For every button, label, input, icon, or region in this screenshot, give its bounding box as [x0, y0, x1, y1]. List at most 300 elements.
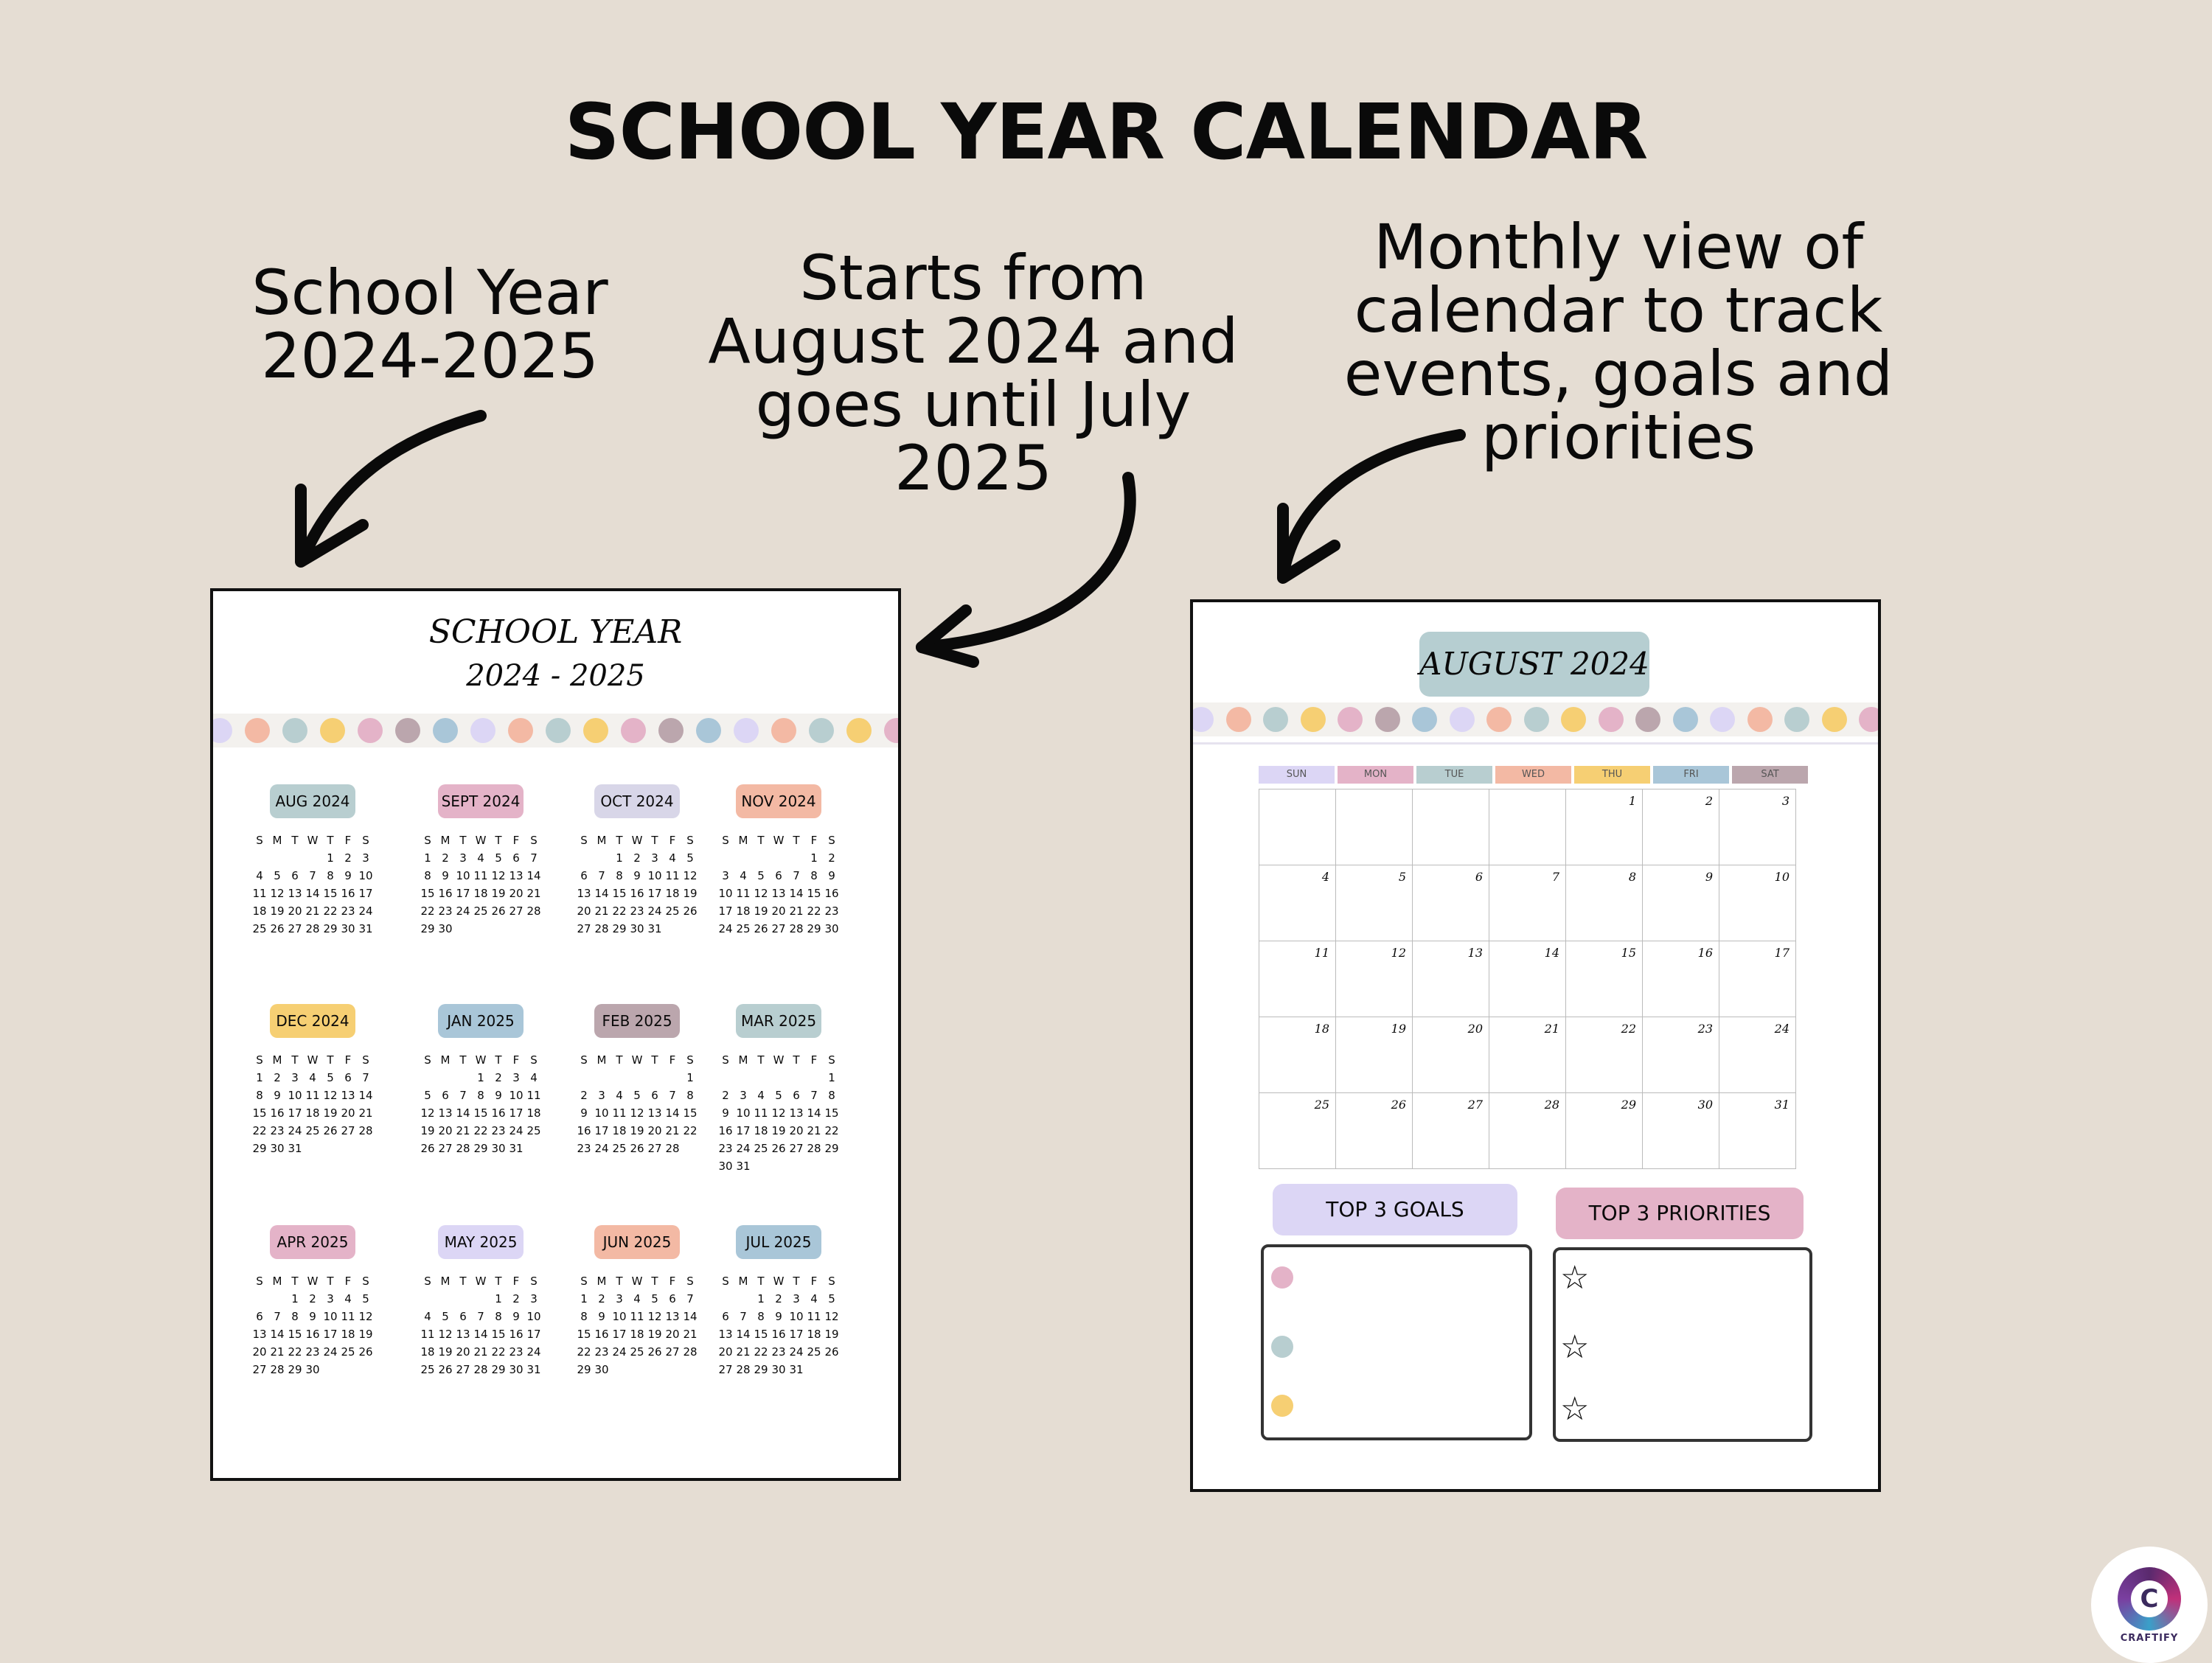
day-number: 20: [647, 1124, 662, 1137]
day-number: 13: [789, 1106, 804, 1120]
day-number: 11: [665, 869, 680, 882]
arrow-left: [302, 416, 481, 560]
day-number: 18: [736, 904, 751, 918]
day-number: 11: [526, 1089, 541, 1102]
day-number: 23: [577, 1142, 591, 1155]
dot: [846, 718, 872, 743]
monthly-view-sheet: [1190, 599, 1881, 1492]
goal-bullet: [1271, 1395, 1293, 1417]
day-number: 5: [633, 1089, 641, 1102]
day-number: 2: [775, 1292, 782, 1305]
week-row: [1259, 941, 1796, 1017]
day-cell[interactable]: 7: [1489, 865, 1566, 941]
day-number: 24: [456, 904, 470, 918]
dot: [1784, 707, 1809, 732]
weekday-letter: S: [828, 834, 835, 847]
mini-calendar-label: AUG 2024: [270, 784, 355, 818]
day-number: 29: [824, 1142, 839, 1155]
day-number: 25: [420, 1363, 435, 1376]
day-number: 31: [789, 1363, 804, 1376]
day-number: 14: [526, 869, 541, 882]
day-number: 3: [362, 851, 369, 865]
weekday-letter: S: [580, 834, 588, 847]
day-number: 9: [344, 869, 352, 882]
day-number: 15: [577, 1328, 591, 1341]
day-number: 8: [291, 1310, 299, 1323]
day-number: [437, 1290, 454, 1308]
day-number: 26: [358, 1345, 373, 1359]
weekday-letter: M: [738, 834, 748, 847]
day-number: [454, 920, 472, 938]
day-number: 7: [477, 1310, 484, 1323]
day-number: 18: [341, 1328, 355, 1341]
day-number: [286, 849, 304, 867]
day-cell[interactable]: 2: [1643, 789, 1719, 865]
day-number: 11: [736, 887, 751, 900]
day-cell[interactable]: 13: [1413, 941, 1489, 1017]
day-number: 20: [789, 1124, 804, 1137]
weekday-letter: S: [686, 1053, 694, 1067]
day-number: 16: [594, 1328, 609, 1341]
star-icon: ☆: [1560, 1390, 1590, 1428]
day-number: 10: [789, 1310, 804, 1323]
day-number: 22: [824, 1124, 839, 1137]
day-cell[interactable]: 31: [1719, 1093, 1796, 1169]
day-number: 30: [438, 922, 453, 935]
day-number: [717, 849, 734, 867]
day-number: 15: [683, 1106, 698, 1120]
day-number: 21: [683, 1328, 698, 1341]
day-cell[interactable]: 5: [1336, 865, 1413, 941]
day-number: 21: [358, 1106, 373, 1120]
day-number: 10: [288, 1089, 302, 1102]
day-number: 15: [288, 1328, 302, 1341]
day-number: 27: [456, 1363, 470, 1376]
dot: [1375, 707, 1400, 732]
day-number: 29: [288, 1363, 302, 1376]
day-number: 2: [598, 1292, 605, 1305]
day-number: 25: [612, 1142, 627, 1155]
mini-calendar-grid: [419, 832, 543, 938]
mini-calendar-grid: [575, 1272, 699, 1378]
day-cell[interactable]: 15: [1566, 941, 1643, 1017]
day-cell[interactable]: 16: [1643, 941, 1719, 1017]
day-number: 3: [459, 851, 467, 865]
day-number: 5: [442, 1310, 449, 1323]
day-number: 10: [647, 869, 662, 882]
mini-calendar-grid: [717, 1051, 841, 1175]
day-number: 26: [420, 1142, 435, 1155]
weekday-letter: T: [327, 1275, 334, 1288]
day-number: 23: [270, 1124, 285, 1137]
goals-box[interactable]: [1261, 1244, 1532, 1440]
weekday-letter: S: [722, 1053, 729, 1067]
day-cell[interactable]: 6: [1413, 865, 1489, 941]
day-number: 4: [740, 869, 747, 882]
weekday-letter: W: [631, 1053, 643, 1067]
day-number: 19: [824, 1328, 839, 1341]
day-number: [664, 1069, 681, 1087]
day-number: 16: [577, 1124, 591, 1137]
day-number: 4: [530, 1071, 538, 1084]
brand-name: CRAFTIFY: [2120, 1633, 2179, 1644]
mini-calendar-label: NOV 2024: [736, 784, 821, 818]
day-number: 31: [736, 1160, 751, 1173]
day-number: 6: [669, 1292, 676, 1305]
dot: [771, 718, 796, 743]
weekday-letter: T: [793, 834, 800, 847]
weekday-letter: S: [424, 1053, 431, 1067]
weekday-letter: M: [597, 834, 607, 847]
day-header-thu: THU: [1574, 766, 1650, 784]
day-number: 28: [789, 922, 804, 935]
day-number: 27: [577, 922, 591, 935]
day-number: [611, 1361, 628, 1378]
day-number: 21: [736, 1345, 751, 1359]
day-number: 28: [683, 1345, 698, 1359]
priorities-box[interactable]: [1553, 1247, 1812, 1442]
day-number: [304, 1140, 321, 1157]
day-cell[interactable]: 26: [1336, 1093, 1413, 1169]
day-number: 1: [580, 1292, 588, 1305]
day-cell[interactable]: 8: [1566, 865, 1643, 941]
day-number: [787, 1157, 805, 1175]
day-cell[interactable]: [1259, 789, 1336, 865]
day-number: 28: [594, 922, 609, 935]
day-number: 3: [651, 851, 658, 865]
brand-letter: C: [2140, 1584, 2159, 1614]
month-grid: [1259, 789, 1796, 1169]
mini-calendar-label: APR 2025: [270, 1225, 355, 1259]
day-number: 4: [344, 1292, 352, 1305]
day-cell[interactable]: 1: [1566, 789, 1643, 865]
goals-label: TOP 3 GOALS: [1273, 1184, 1517, 1235]
day-number: 30: [509, 1363, 524, 1376]
day-number: [268, 849, 286, 867]
weekday-letter: W: [631, 834, 643, 847]
day-number: 20: [577, 904, 591, 918]
day-number: 24: [612, 1345, 627, 1359]
day-number: 25: [807, 1345, 821, 1359]
day-number: 8: [810, 869, 818, 882]
day-number: [770, 1157, 787, 1175]
day-number: 4: [669, 851, 676, 865]
day-number: 12: [630, 1106, 644, 1120]
day-number: 12: [438, 1328, 453, 1341]
day-number: 22: [323, 904, 338, 918]
day-number: 7: [810, 1089, 818, 1102]
day-number: 13: [647, 1106, 662, 1120]
day-number: 15: [824, 1106, 839, 1120]
day-number: 22: [252, 1124, 267, 1137]
day-cell[interactable]: 9: [1643, 865, 1719, 941]
day-number: 19: [270, 904, 285, 918]
day-number: 21: [456, 1124, 470, 1137]
weekday-letter: M: [738, 1275, 748, 1288]
day-number: 17: [718, 904, 733, 918]
day-number: 23: [509, 1345, 524, 1359]
weekday-letter: T: [327, 834, 334, 847]
day-number: 7: [669, 1089, 676, 1102]
day-number: 30: [491, 1142, 506, 1155]
weekday-letter: S: [828, 1275, 835, 1288]
day-number: 20: [771, 904, 786, 918]
day-number: 24: [323, 1345, 338, 1359]
day-cell[interactable]: 25: [1259, 1093, 1336, 1169]
callout-school-year: [190, 257, 669, 392]
day-cell[interactable]: 20: [1413, 1017, 1489, 1093]
day-cell[interactable]: 17: [1719, 941, 1796, 1017]
day-number: [268, 1290, 286, 1308]
day-number: 3: [530, 1292, 538, 1305]
day-number: [437, 1069, 454, 1087]
week-row: [1259, 1017, 1796, 1093]
day-number: 16: [771, 1328, 786, 1341]
day-number: 11: [341, 1310, 355, 1323]
day-number: 16: [630, 887, 644, 900]
day-number: 4: [616, 1089, 623, 1102]
weekday-letter: S: [686, 1275, 694, 1288]
dot: [1190, 707, 1214, 732]
day-cell[interactable]: 21: [1489, 1017, 1566, 1093]
day-number: 13: [288, 887, 302, 900]
day-number: 7: [598, 869, 605, 882]
weekday-letter: M: [738, 1053, 748, 1067]
weekday-letter: T: [495, 834, 502, 847]
day-number: 24: [736, 1142, 751, 1155]
day-cell[interactable]: [1413, 789, 1489, 865]
day-header-sat: SAT: [1732, 766, 1808, 784]
day-number: 6: [256, 1310, 263, 1323]
day-number: 25: [252, 922, 267, 935]
day-number: 7: [309, 869, 316, 882]
day-cell[interactable]: 23: [1643, 1017, 1719, 1093]
day-number: 6: [442, 1089, 449, 1102]
day-number: 22: [754, 1345, 768, 1359]
day-number: 1: [757, 1292, 765, 1305]
day-number: 27: [341, 1124, 355, 1137]
day-number: 7: [686, 1292, 694, 1305]
day-number: [611, 1069, 628, 1087]
dot: [696, 718, 721, 743]
day-number: 27: [789, 1142, 804, 1155]
day-number: 4: [309, 1071, 316, 1084]
day-number: 22: [420, 904, 435, 918]
day-number: 16: [824, 887, 839, 900]
dot: [621, 718, 646, 743]
day-number: 10: [612, 1310, 627, 1323]
weekday-letter: S: [362, 1053, 369, 1067]
day-number: 23: [341, 904, 355, 918]
day-number: 10: [736, 1106, 751, 1120]
day-number: 12: [824, 1310, 839, 1323]
day-number: 20: [509, 887, 524, 900]
day-cell[interactable]: 22: [1566, 1017, 1643, 1093]
day-cell[interactable]: 24: [1719, 1017, 1796, 1093]
dot: [1412, 707, 1437, 732]
mini-calendar: [716, 1225, 841, 1378]
mini-calendar: [250, 1004, 375, 1157]
day-number: 3: [327, 1292, 334, 1305]
day-number: 21: [270, 1345, 285, 1359]
day-number: 6: [512, 851, 520, 865]
day-number: 31: [288, 1142, 302, 1155]
day-number: 16: [305, 1328, 320, 1341]
star-icon: ☆: [1560, 1328, 1590, 1366]
divider: [1193, 742, 1878, 745]
weekday-letter: S: [362, 1275, 369, 1288]
mini-calendar-label: SEPT 2024: [438, 784, 524, 818]
weekday-letter: T: [495, 1275, 502, 1288]
weekday-letter: T: [459, 834, 467, 847]
day-number: [321, 1140, 339, 1157]
day-number: 13: [438, 1106, 453, 1120]
day-number: 27: [438, 1142, 453, 1155]
mini-calendar-label: JUN 2025: [594, 1225, 680, 1259]
day-cell[interactable]: 19: [1336, 1017, 1413, 1093]
weekday-letter: T: [291, 1053, 299, 1067]
weekday-letter: T: [327, 1053, 334, 1067]
day-cell[interactable]: 30: [1643, 1093, 1719, 1169]
mini-calendar-label: MAY 2025: [438, 1225, 524, 1259]
mini-calendar-label: DEC 2024: [270, 1004, 355, 1038]
day-number: 16: [438, 887, 453, 900]
week-row: [1259, 789, 1796, 865]
week-row: [1259, 1093, 1796, 1169]
priorities-label: TOP 3 PRIORITIES: [1556, 1188, 1804, 1239]
weekday-letter: T: [616, 834, 623, 847]
weekday-letter: T: [793, 1275, 800, 1288]
mini-calendar-grid: [251, 1272, 375, 1378]
day-number: 14: [270, 1328, 285, 1341]
day-number: 27: [647, 1142, 662, 1155]
year-sheet-title: SCHOOL YEAR: [428, 613, 683, 651]
weekday-letter: S: [828, 1053, 835, 1067]
weekday-letter: T: [757, 1275, 765, 1288]
weekday-letter: T: [651, 1275, 658, 1288]
day-number: 17: [789, 1328, 804, 1341]
day-number: 11: [305, 1089, 320, 1102]
day-number: 11: [630, 1310, 644, 1323]
day-cell[interactable]: [1489, 789, 1566, 865]
day-number: 20: [288, 904, 302, 918]
day-number: 28: [526, 904, 541, 918]
day-number: 16: [270, 1106, 285, 1120]
day-number: 8: [616, 869, 623, 882]
day-cell[interactable]: 29: [1566, 1093, 1643, 1169]
day-number: 17: [323, 1328, 338, 1341]
day-number: 6: [775, 869, 782, 882]
day-number: 1: [686, 1071, 694, 1084]
dot: [583, 718, 608, 743]
day-number: 3: [512, 1071, 520, 1084]
day-number: 23: [718, 1142, 733, 1155]
day-cell[interactable]: 18: [1259, 1017, 1336, 1093]
dot-strip: [1193, 702, 1878, 736]
day-number: 18: [305, 1106, 320, 1120]
dot: [546, 718, 571, 743]
day-number: 3: [291, 1071, 299, 1084]
day-number: [823, 1157, 841, 1175]
day-number: 8: [757, 1310, 765, 1323]
goal-bullet: [1271, 1336, 1293, 1358]
day-cell[interactable]: 14: [1489, 941, 1566, 1017]
day-number: 8: [580, 1310, 588, 1323]
day-number: 31: [647, 922, 662, 935]
day-number: 5: [828, 1292, 835, 1305]
weekday-letter: F: [810, 834, 818, 847]
day-number: 10: [509, 1089, 524, 1102]
mini-calendar: [418, 784, 543, 938]
day-number: 13: [456, 1328, 470, 1341]
day-number: 6: [291, 869, 299, 882]
day-number: 12: [420, 1106, 435, 1120]
callout-line: 2025: [894, 432, 1052, 504]
day-number: 6: [793, 1089, 800, 1102]
day-number: 14: [789, 887, 804, 900]
day-number: 23: [305, 1345, 320, 1359]
day-cell[interactable]: 12: [1336, 941, 1413, 1017]
dot: [658, 718, 684, 743]
day-number: 2: [580, 1089, 588, 1102]
day-cell[interactable]: 28: [1489, 1093, 1566, 1169]
day-number: 15: [491, 1328, 506, 1341]
day-number: 14: [683, 1310, 698, 1323]
dot: [884, 718, 901, 743]
weekday-letter: S: [530, 1275, 538, 1288]
day-number: 5: [362, 1292, 369, 1305]
weekday-letter: S: [722, 834, 729, 847]
day-number: 18: [807, 1328, 821, 1341]
day-number: 19: [683, 887, 698, 900]
mini-calendar: [250, 1225, 375, 1378]
day-number: 30: [630, 922, 644, 935]
weekday-letter: M: [272, 1275, 282, 1288]
day-number: 18: [473, 887, 488, 900]
weekday-letter: F: [669, 1053, 676, 1067]
dot: [734, 718, 759, 743]
day-cell[interactable]: 10: [1719, 865, 1796, 941]
day-number: 2: [274, 1071, 281, 1084]
day-number: [357, 1361, 375, 1378]
day-number: 11: [807, 1310, 821, 1323]
weekday-letter: S: [362, 834, 369, 847]
day-cell[interactable]: 27: [1413, 1093, 1489, 1169]
day-number: 27: [771, 922, 786, 935]
weekday-letter: W: [773, 1275, 785, 1288]
day-number: [734, 849, 752, 867]
day-number: 7: [740, 1310, 747, 1323]
day-cell[interactable]: 3: [1719, 789, 1796, 865]
day-number: 15: [473, 1106, 488, 1120]
day-header-tue: TUE: [1416, 766, 1492, 784]
day-number: 22: [612, 904, 627, 918]
dot: [1263, 707, 1288, 732]
day-number: 24: [594, 1142, 609, 1155]
dot: [1450, 707, 1475, 732]
weekday-letter: F: [669, 834, 676, 847]
weekday-letter: W: [307, 1275, 319, 1288]
day-cell[interactable]: 11: [1259, 941, 1336, 1017]
day-number: 17: [456, 887, 470, 900]
day-cell[interactable]: 4: [1259, 865, 1336, 941]
day-number: 28: [456, 1142, 470, 1155]
weekday-letter: M: [597, 1275, 607, 1288]
weekday-letter: M: [597, 1053, 607, 1067]
day-number: 26: [824, 1345, 839, 1359]
day-number: 28: [358, 1124, 373, 1137]
day-cell[interactable]: [1336, 789, 1413, 865]
